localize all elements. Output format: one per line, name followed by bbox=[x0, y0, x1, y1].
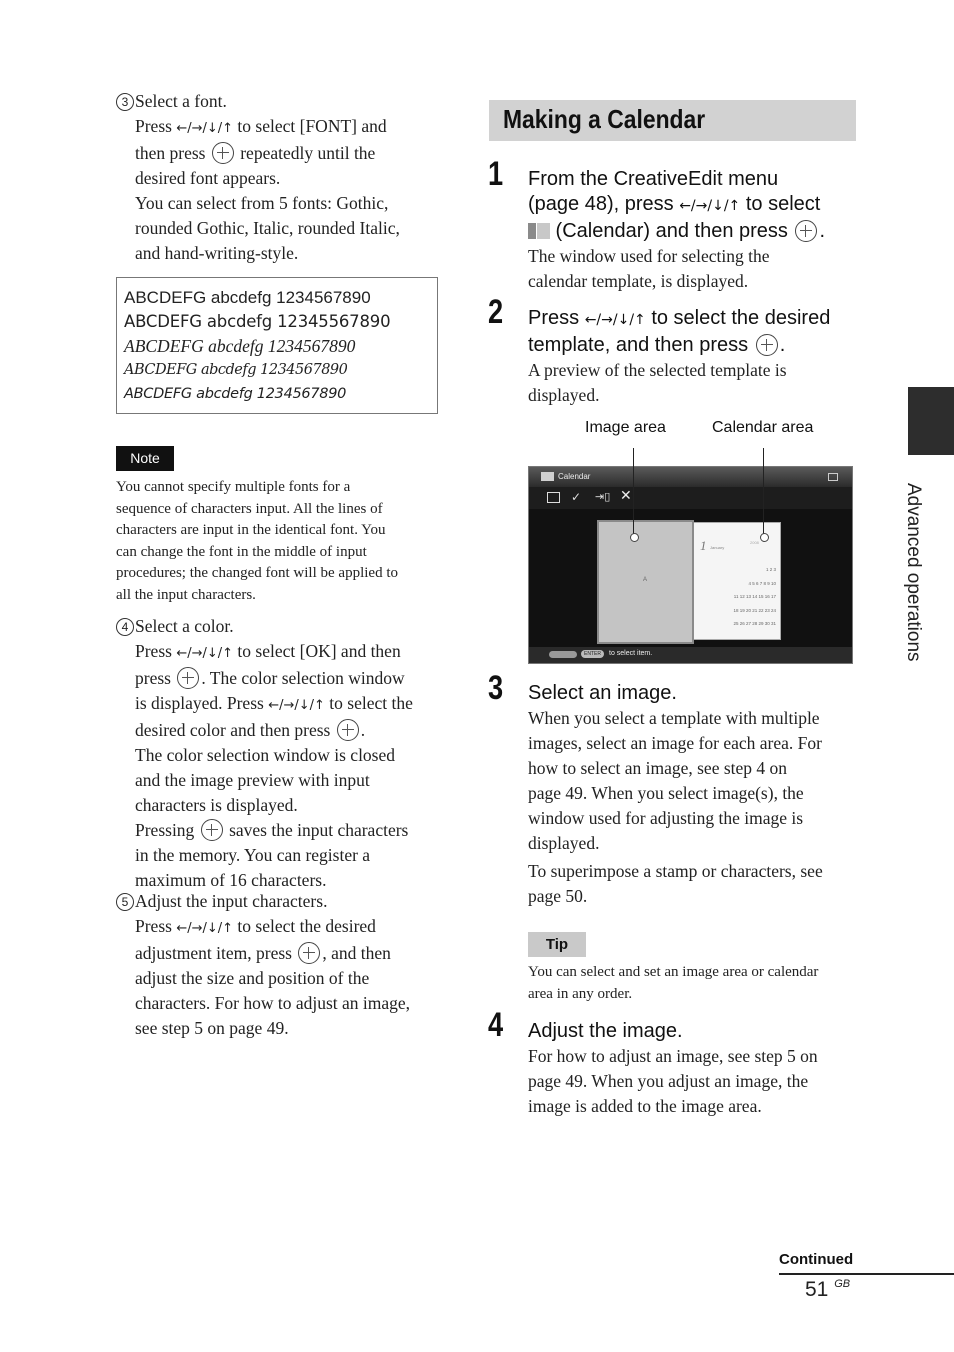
screen-title-bar bbox=[529, 467, 852, 487]
step-2-number: 2 bbox=[488, 293, 504, 331]
image-area-letter: A bbox=[643, 577, 648, 583]
window-icon bbox=[828, 473, 838, 481]
year-label: 2008 bbox=[750, 540, 759, 545]
enter-button-icon bbox=[298, 942, 320, 964]
calendar-screenshot bbox=[528, 466, 853, 664]
image-area-dot bbox=[630, 533, 639, 542]
close-tool-icon: ✕ bbox=[620, 488, 632, 504]
enter-button-icon bbox=[795, 220, 817, 242]
enter-button-icon bbox=[337, 719, 359, 741]
month-name: January bbox=[710, 545, 725, 550]
arrow-keys-icon: ←/→/↓/↑ bbox=[679, 198, 741, 214]
enter-button-icon bbox=[177, 667, 199, 689]
font-sample-handwriting: ABCDEFG abcdefg 1234567890 bbox=[124, 386, 347, 402]
item-4-body: Press ←/→/↓/↑ to select [OK] and then press . The color selection window is displayed. Press ←/→/↓/↑ to select the desired color and then press . The color selection window is closed and the image preview with input characters is displayed. Pressing saves the input characters in the memory. You can register a maximum of 16 characters. bbox=[135, 641, 413, 890]
step-1-number: 1 bbox=[488, 155, 504, 193]
arrow-keys-icon: ←/→/↓/↑ bbox=[176, 921, 234, 936]
item-4-heading: 4 Select a color. bbox=[116, 614, 446, 639]
font-sample-box bbox=[116, 277, 438, 414]
item-5-number: 5 bbox=[116, 893, 134, 911]
screen-toolbar bbox=[529, 487, 852, 509]
step-4-heading: Adjust the image. bbox=[528, 1020, 683, 1042]
label-image-area: Image area bbox=[585, 419, 666, 436]
item-5-heading: 5 Adjust the input characters. bbox=[116, 889, 446, 914]
item-4-number: 4 bbox=[116, 618, 134, 636]
screen-title: Calendar bbox=[558, 472, 591, 481]
font-sample-rounded-italic: ABCDEFG abcdefg 1234567890 bbox=[124, 362, 348, 378]
footer-rule bbox=[779, 1273, 954, 1275]
continued-label: Continued bbox=[779, 1251, 854, 1268]
font-sample-italic: ABCDEFG abcdefg 1234567890 bbox=[124, 336, 356, 356]
image-area-leader bbox=[633, 448, 634, 536]
font-sample-rounded-gothic: ABCDEFG abcdefg 12345567890 bbox=[124, 312, 391, 331]
step-4-body: For how to adjust an image, see step 5 on page 49. When you adjust an image, the image is added to the image area. bbox=[528, 1046, 818, 1116]
region-code: GB bbox=[834, 1278, 851, 1290]
arrow-keys-icon: ←/→/↓/↑ bbox=[176, 646, 234, 661]
enter-button-icon bbox=[756, 334, 778, 356]
step-1-heading: From the CreativeEdit menu (page 48), press ←/→/↓/↑ to select (Calendar) and then press . bbox=[528, 168, 826, 242]
item-3 bbox=[116, 89, 446, 266]
calendar-icon bbox=[528, 223, 550, 239]
step-1-body: The window used for selecting the calendar template, is displayed. bbox=[528, 246, 770, 291]
font-sample-gothic: ABCDEFG abcdefg 1234567890 bbox=[124, 288, 371, 307]
section-title: Making a Calendar bbox=[503, 104, 706, 134]
calendar-area-leader bbox=[763, 448, 764, 536]
note-label: Note bbox=[116, 446, 174, 471]
item-3-body: Press ←/→/↓/↑ to select [FONT] and then press repeatedly until the desired font appears. You can select from 5 fonts: Gothic, rounded Gothic, Italic, rounded Italic, and hand-writing-style. bbox=[135, 116, 400, 263]
text-tool-icon bbox=[547, 492, 560, 503]
note-text: You cannot specify multiple fonts for a sequence of characters input. All the lines of characters are input in the identical font. You can change the font in the middle of input procedures; the changed font will be applied to all the input characters. bbox=[116, 479, 398, 603]
step-2-heading: Press ←/→/↓/↑ to select the desired template, and then press . bbox=[528, 307, 831, 356]
item-5 bbox=[116, 889, 446, 1041]
step-3 bbox=[528, 681, 868, 909]
item-5-body: Press ←/→/↓/↑ to select the desired adjustment item, press , and then adjust the size and position of the characters. For how to adjust an image, see step 5 on page 49. bbox=[135, 916, 411, 1038]
step-2 bbox=[528, 306, 868, 408]
footer-text: to select item. bbox=[609, 650, 653, 657]
side-label: Advanced operations bbox=[903, 483, 924, 662]
step-3-number: 3 bbox=[488, 669, 504, 707]
enter-button-icon bbox=[212, 142, 234, 164]
stamp-tool-icon: ✓ bbox=[571, 490, 582, 504]
screen-footer bbox=[529, 647, 852, 663]
step-4-number: 4 bbox=[488, 1006, 504, 1044]
calendar-days: 1 2 3 4 5 6 7 8 9 10 11 12 13 14 15 16 17 18 19 20 21 22 23 24 25 26 27 28 29 30 31 bbox=[733, 567, 776, 626]
step-3-heading: Select an image. bbox=[528, 682, 677, 704]
step-2-body: A preview of the selected template is displayed. bbox=[528, 360, 787, 405]
step-4 bbox=[528, 1019, 868, 1119]
calendar-app-icon bbox=[541, 472, 554, 481]
image-area-frame bbox=[597, 520, 694, 644]
item-3-heading: 3 Select a font. bbox=[116, 89, 446, 114]
tip-text: You can select and set an image area or calendar area in any order. bbox=[528, 964, 819, 1002]
calendar-area-dot bbox=[760, 533, 769, 542]
side-tab bbox=[908, 387, 954, 455]
item-3-number: 3 bbox=[116, 93, 134, 111]
step-3-body: When you select a template with multiple images, select an image for each area. For how to select an image, see step 4 on page 49. When you select image(s), the window used for adjusting the image is displayed. To superimpose a stamp or characters, see page 50. bbox=[528, 708, 823, 906]
footer-enter-key: ENTER bbox=[581, 650, 604, 658]
save-tool-icon: ⇥▯ bbox=[595, 490, 611, 503]
footer-arrows-icon bbox=[549, 651, 577, 658]
step-1 bbox=[528, 167, 868, 294]
enter-button-icon bbox=[201, 819, 223, 841]
arrow-keys-icon: ←/→/↓/↑ bbox=[176, 121, 234, 136]
arrow-keys-icon: ←/→/↓/↑ bbox=[584, 312, 646, 328]
section-title-bar bbox=[489, 100, 856, 141]
month-number: 1 bbox=[700, 538, 707, 553]
item-4 bbox=[116, 614, 446, 893]
page-number: 51 $^{GB}$ bbox=[805, 1278, 851, 1301]
tip-label: Tip bbox=[528, 932, 586, 957]
label-calendar-area: Calendar area bbox=[712, 419, 814, 436]
arrow-keys-icon: ←/→/↓/↑ bbox=[268, 698, 325, 713]
